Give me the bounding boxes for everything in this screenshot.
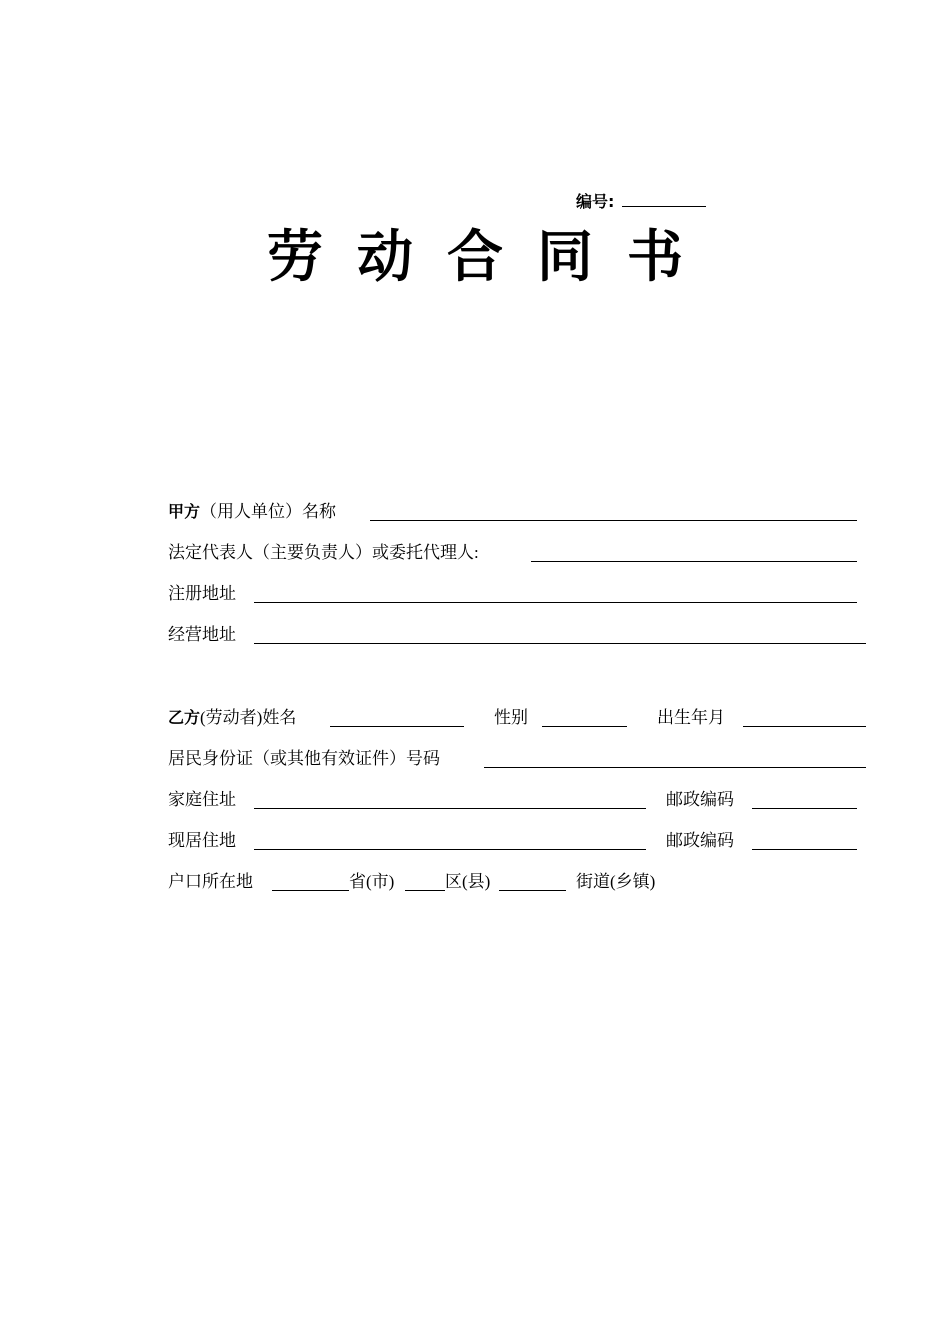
party-b-home-address-field[interactable] [254,808,646,809]
party-b-current-address-label: 现居住地 [168,831,236,850]
party-a-name-field[interactable] [370,520,857,521]
document-title: 劳动合同书 [267,225,717,290]
party-b-current-address-field[interactable] [254,849,646,850]
party-b-street-label: 街道(乡镇) [576,872,656,891]
party-b-district-label: 区(县) [445,872,491,891]
party-b-hukou-label: 户口所在地 [168,872,253,891]
serial-number-field[interactable] [622,190,706,207]
party-a-reg-address-label: 注册地址 [168,584,236,603]
party-b-postcode-label-2: 邮政编码 [666,831,734,850]
party-b-province-label: 省(市) [349,872,395,891]
party-b-id-row [168,747,440,771]
party-b-id-field[interactable] [484,767,866,768]
party-b-name-field[interactable] [330,726,464,727]
party-a-reg-address-row [168,582,236,606]
party-b-home-address-row [168,788,236,812]
serial-number [576,190,706,213]
party-b-province-field[interactable] [272,890,349,891]
party-a-rep-field[interactable] [531,561,857,562]
party-a-reg-address-field[interactable] [254,602,857,603]
party-b-current-address-row [168,829,236,853]
party-b-postcode-field-2[interactable] [752,849,857,850]
party-b-street-field[interactable] [499,890,566,891]
party-b-id-label: 居民身份证（或其他有效证件）号码 [168,749,440,768]
party-b-birth-label: 出生年月 [657,708,725,727]
party-a-biz-address-label: 经营地址 [168,625,236,644]
party-a-prefix: 甲方 [168,502,201,521]
party-a-name-label: （用人单位）名称 [200,502,337,521]
party-b-gender-field[interactable] [542,726,627,727]
party-b-postcode-field-1[interactable] [752,808,857,809]
party-b-name-row [168,706,296,730]
party-b-home-address-label: 家庭住址 [168,790,236,809]
party-b-postcode-label-1: 邮政编码 [666,790,734,809]
party-a-rep-label: 法定代表人（主要负责人）或委托代理人: [168,543,479,562]
party-b-name-label: (劳动者)姓名 [200,708,297,727]
party-b-gender-label: 性别 [494,708,528,727]
party-b-prefix: 乙方 [168,708,201,727]
party-b-hukou-row [168,870,253,894]
party-a-rep-row [168,541,479,565]
party-a-biz-address-row [168,623,236,647]
party-a-name-row [168,500,336,524]
serial-number-label: 编号: [576,192,615,211]
party-b-district-field[interactable] [405,890,445,891]
party-a-biz-address-field[interactable] [254,643,866,644]
party-b-birth-field[interactable] [743,726,866,727]
